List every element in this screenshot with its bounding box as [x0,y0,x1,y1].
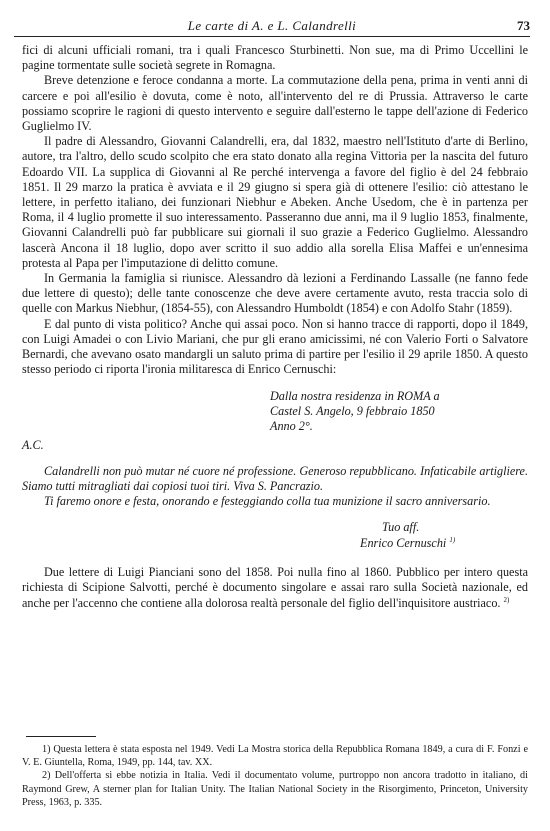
dateline-line-2: Castel S. Angelo, 9 febbraio 1850 [270,404,435,419]
page-number: 73 [517,18,530,33]
paragraph-6-text: Due lettere di Luigi Pianciani sono del 1858. Poi nulla fino al 1860. Pubblico per intero questa richiesta di Scipione Salvotti, perché è documento singolare e assai raro sulla Società nazionale, ed anche per l'accenno che contiene alla dolorosa realtà personale del figlio dell'inquisitore austriaco. [22,565,528,610]
letter-signature [360,535,528,551]
footnotes [22,736,528,809]
letter-salutation: A.C. [22,438,44,453]
letter-paragraph-1: Calandrelli non può mutar né cuore né professione. Generoso repubblicano. Infaticabile artigliere. Siamo tutti mitragliati dai copiosi tuoi tiri. Viva S. Pancrazio. [22,463,528,493]
footnote-rule [26,736,96,737]
quoted-letter [22,464,528,510]
running-title: Le carte di A. e L. Calandrelli [187,18,357,33]
dateline-line-1: Dalla nostra residenza in ROMA a [270,389,440,404]
paragraph-6 [22,565,528,611]
footnote-ref-1: 1) [449,536,456,545]
paragraph-4: In Germania la famiglia si riunisce. Alessandro dà lezioni a Ferdinando Lassalle (ne fanno fede due lettere di questo); delle tante conoscenze che deve avere certamente avuto, resta traccia solo di quelle con Markus Niebhur, (1854-55), con Alessandro Humboldt (1854) e con Adolfo Stahr (1859). [22,271,528,316]
running-header [14,18,530,37]
footnote-2: 2) Dell'offerta si ebbe notizia in Italia. Vedi il documentato volume, purtroppo non ancora tradotto in italiano, di Raymond Grew, A sterner plan for Italian Unity. The Italian National Society in the Risorgimento, Princeton, University Press, 1963, p. 335. [22,770,528,808]
letter-closing [360,519,528,551]
paragraph-3: Il padre di Alessandro, Giovanni Calandrelli, era, dal 1832, maestro nell'Istituto d'arte di Berlino, autore, tra l'altro, dello scudo scolpito che era stato donato alla regina Vittoria per la nascita del futuro Edoardo VII. La supplica di Giovanni al Re perché intervenga a favore del figlio è del 24 febbraio 1851. Il 29 marzo la pratica è avviata e il 29 giugno si spera già di ottenere l'esilio: ciò attestano le lettere, in perfetto italiano, dei funzionari Niebhur e Abeken. Anche Usedom, che è in partenza per Roma, il 4 luglio promette il suo interessamento. Passeranno due anni, ma il 9 luglio 1853, finalmente, Giovanni Calandrelli può far pubblicare sui giornali il suo grazie a Federico Guglielmo. Alessandro lascerà Ancona il 18 luglio, dopo aver scritto il suo addio alla sorella Elisa Maffei e un'ennesima protesta al Papa per l'imputazione di delitto comune. [22,134,528,270]
dateline-line-3: Anno 2°. [270,419,313,434]
main-text [22,43,528,611]
footnote-1: 1) Questa lettera è stata esposta nel 1949. Vedi La Mostra storica della Repubblica Romana 1849, a cura di F. Fonzi e V. E. Giuntella, Roma, 1949, pp. 144, tav. XX. [22,744,528,769]
letter-paragraph-2: Ti faremo onore e festa, onorando e festeggiando colla tua munizione il sacro anniversario. [44,494,491,509]
closing-phrase: Tuo aff. [382,520,420,535]
paragraph-2: Breve detenzione e feroce condanna a morte. La commutazione della pena, prima in venti anni di carcere e poi all'esilio è dovuta, come è noto, all'intervento del re di Prussia. Attraverso le carte possiamo scoprire le ragioni di questo intervento e seguire dall'esterno le tappe dell'azione di Federico Guglielmo IV. [22,73,528,134]
footnote-ref-2: 2) [503,595,510,604]
paragraph-5: E dal punto di vista politico? Anche qui assai poco. Non si hanno tracce di rapporti, dopo il 1849, con Luigi Amadei o con Livio Mariani, che pur gli erano amicissimi, né con Valerio Forti o Salvatore Bernardi, che avevano osato mandargli un saluto prima di partire per l'esilio il 29 aprile 1850. A questo stesso periodo ci riporta l'ironia militaresca di Enrico Cernuschi: [22,316,528,377]
paragraph-1: fici di alcuni ufficiali romani, tra i quali Francesco Sturbinetti. Non sue, ma di Primo Uccellini le pagine tormentate sulle società segrete in Romagna. [22,43,528,73]
signature-name: Enrico Cernuschi [360,536,447,551]
letter-dateline [270,389,528,434]
